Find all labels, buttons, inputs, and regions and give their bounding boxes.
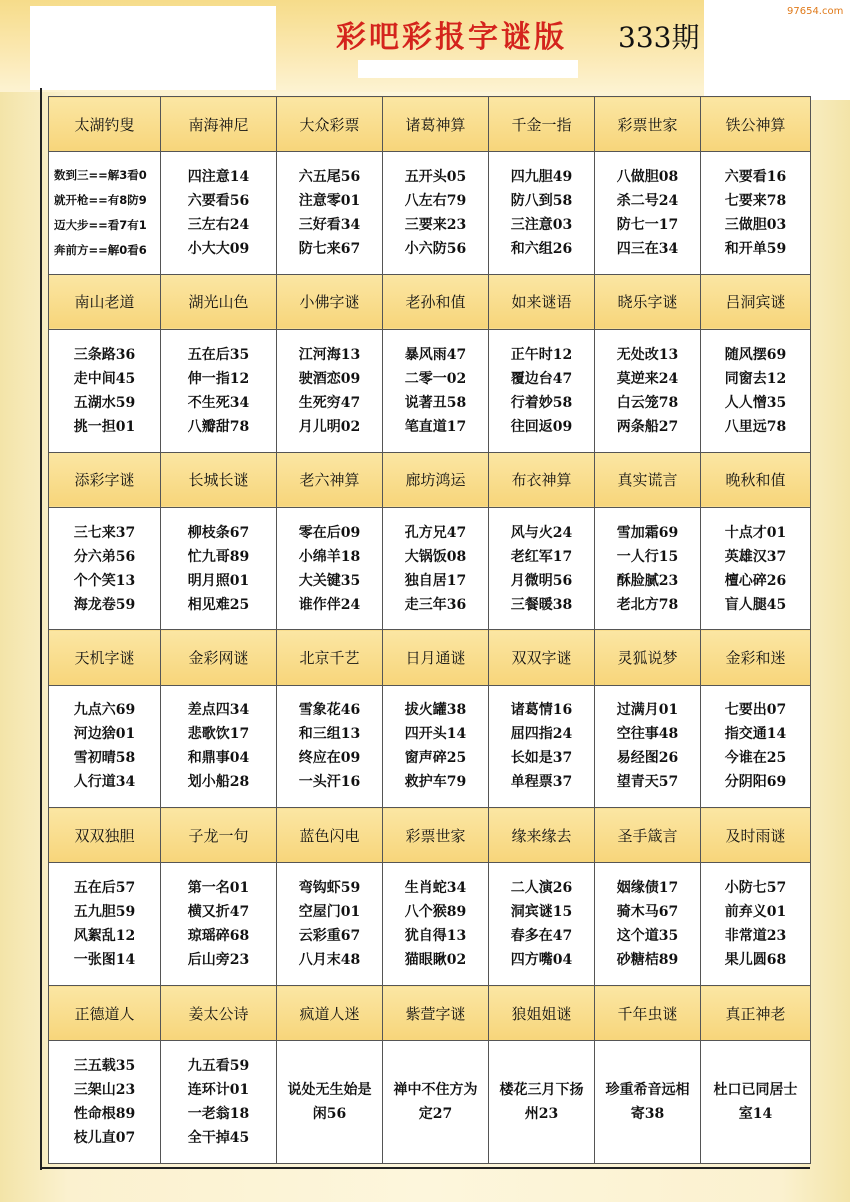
riddle-line: 注意零01 [298,192,361,209]
riddle-line: 柳枝条67 [187,524,250,541]
riddle-line: 老红军17 [510,548,573,565]
riddle-line: 定27 [418,1106,453,1123]
riddle-line: 室14 [738,1106,773,1123]
riddle-line: 四九胆49 [510,168,573,185]
riddle-line: 大锅饭08 [404,548,467,565]
riddle-cell [277,507,383,630]
riddle-cell [383,863,489,986]
riddle-cell [49,863,161,986]
riddle-line: 零在后09 [298,524,361,541]
riddle-line: 今谁在25 [724,750,787,767]
riddle-line: 个个笑13 [73,572,136,589]
content-row [49,507,811,630]
riddle-line: 过满月01 [616,702,679,719]
riddle-line: 三餐暖38 [510,596,573,613]
riddle-line: 八做胆08 [616,168,679,185]
riddle-line: 这个道35 [616,928,679,945]
riddle-line: 长如是37 [510,750,573,767]
riddle-line: 空屋门01 [298,904,361,921]
column-header: 千金一指 [489,97,595,152]
column-header: 紫萱字谜 [383,986,489,1041]
header-row [49,452,811,507]
riddle-line: 枝儿直07 [73,1130,136,1147]
left-border-line [40,88,42,1170]
column-header: 双双独胆 [49,808,161,863]
riddle-cell [595,507,701,630]
riddle-cell [383,329,489,452]
riddle-line: 弯钩虾59 [298,880,361,897]
riddle-line: 人人憎35 [724,394,787,411]
riddle-line: 说著丑58 [404,394,467,411]
riddle-line: 寄38 [630,1106,665,1123]
riddle-cell [383,152,489,275]
riddle-cell [489,1041,595,1164]
riddle-line: 河边猞01 [73,726,136,743]
header-row [49,630,811,685]
riddle-line: 三注意03 [510,216,573,233]
riddle-line: 数到三==解3看0 [54,167,147,182]
column-header: 湖光山色 [161,274,277,329]
riddle-line: 四三在34 [616,240,679,257]
header-row [49,97,811,152]
riddle-line: 前弃义01 [724,904,787,921]
riddle-line: 相见难25 [187,596,250,613]
blank-white-bar [358,60,578,78]
riddle-cell [701,507,811,630]
riddle-line: 说处无生始是 [287,1082,372,1099]
riddle-line: 二人演26 [510,880,573,897]
riddle-line: 三条路36 [73,346,136,363]
riddle-line: 英雄汉37 [724,548,787,565]
content-row [49,152,811,275]
column-header: 南海神尼 [161,97,277,152]
riddle-cell [49,685,161,808]
riddle-line: 五在后35 [187,346,250,363]
riddle-line: 姻缘债17 [616,880,679,897]
riddle-line: 六五尾56 [298,168,361,185]
riddle-line: 一头汗16 [298,774,361,791]
riddle-cell [161,507,277,630]
riddle-line: 迈大步==看7有1 [54,217,147,232]
riddle-cell [701,863,811,986]
riddle-line: 划小船28 [187,774,250,791]
riddle-line: 雪加霜69 [616,524,679,541]
riddle-line: 独自居17 [404,572,467,589]
riddle-line: 生死穷47 [298,394,361,411]
riddle-line: 五在后57 [73,880,136,897]
riddle-line: 杜口已同居士 [713,1082,798,1099]
riddle-cell [701,685,811,808]
content-row [49,329,811,452]
riddle-cell [595,1041,701,1164]
riddle-table-body [49,97,811,1164]
riddle-cell [489,507,595,630]
riddle-cell [383,507,489,630]
content-row [49,685,811,808]
riddle-cell [277,863,383,986]
riddle-line: 分阴阳69 [724,774,787,791]
riddle-line: 月微明56 [510,572,573,589]
riddle-cell [277,685,383,808]
riddle-line: 五开头05 [404,168,467,185]
riddle-line: 海龙卷59 [73,596,136,613]
riddle-line: 七要出07 [724,702,787,719]
riddle-line: 月儿明02 [298,418,361,435]
riddle-cell [277,152,383,275]
blank-white-block [30,6,276,90]
column-header: 廊坊鸿运 [383,452,489,507]
riddle-line: 八里远78 [724,418,787,435]
riddle-line: 屈四指24 [510,726,573,743]
riddle-cell [489,329,595,452]
column-header: 彩票世家 [383,808,489,863]
riddle-cell [383,1041,489,1164]
riddle-cell [701,329,811,452]
riddle-line: 横又折47 [187,904,250,921]
riddle-cell [595,863,701,986]
riddle-line: 四注意14 [187,168,250,185]
riddle-line: 不生死34 [187,394,250,411]
riddle-line: 珍重希音远相 [605,1082,690,1099]
riddle-line: 八瓣甜78 [187,418,250,435]
riddle-line: 大关键35 [298,572,361,589]
riddle-line: 九点六69 [73,702,136,719]
column-header: 姜太公诗 [161,986,277,1041]
column-header: 千年虫谜 [595,986,701,1041]
header-row [49,274,811,329]
column-header: 灵狐说梦 [595,630,701,685]
riddle-line: 和开单59 [724,240,787,257]
riddle-line: 行着妙58 [510,394,573,411]
riddle-line: 风与火24 [510,524,573,541]
riddle-line: 白云笼78 [616,394,679,411]
riddle-line: 走中间45 [73,370,136,387]
riddle-line: 江河海13 [298,346,361,363]
riddle-cell [49,507,161,630]
riddle-line: 一老翁18 [187,1106,250,1123]
riddle-line: 春多在47 [510,928,573,945]
riddle-line: 孔方兄47 [404,524,467,541]
column-header: 吕洞宾谜 [701,274,811,329]
riddle-cell [489,863,595,986]
column-header: 大众彩票 [277,97,383,152]
column-header: 北京千艺 [277,630,383,685]
riddle-line: 杀二号24 [616,192,679,209]
header-row [49,808,811,863]
riddle-line: 楼花三月下扬 [499,1082,584,1099]
riddle-cell [161,863,277,986]
riddle-line: 八左右79 [404,192,467,209]
riddle-cell [595,152,701,275]
riddle-line: 小防七57 [724,880,787,897]
riddle-cell [49,1041,161,1164]
column-header: 金彩网谜 [161,630,277,685]
content-row [49,863,811,986]
riddle-line: 全干掉45 [187,1130,250,1147]
riddle-line: 三做胆03 [724,216,787,233]
riddle-line: 四开头14 [404,726,467,743]
column-header: 添彩字谜 [49,452,161,507]
riddle-line: 连环计01 [187,1082,250,1099]
riddle-line: 忙九哥89 [187,548,250,565]
column-header: 子龙一句 [161,808,277,863]
column-header: 诸葛神算 [383,97,489,152]
column-header: 金彩和迷 [701,630,811,685]
riddle-line: 防七一17 [616,216,679,233]
riddle-line: 六要看56 [187,192,250,209]
riddle-cell [701,1041,811,1164]
riddle-cell [595,685,701,808]
column-header: 南山老道 [49,274,161,329]
column-header: 小佛字谜 [277,274,383,329]
riddle-cell [49,152,161,275]
riddle-line: 单程票37 [510,774,573,791]
header-row [49,986,811,1041]
riddle-line: 随风摆69 [724,346,787,363]
riddle-line: 盲人腿45 [724,596,787,613]
column-header: 蓝色闪电 [277,808,383,863]
riddle-line: 雪初晴58 [73,750,136,767]
riddle-line: 暴风雨47 [404,346,467,363]
riddle-line: 三左右24 [187,216,250,233]
riddle-cell [383,685,489,808]
riddle-line: 第一名01 [187,880,250,897]
riddle-cell [161,329,277,452]
column-header: 布衣神算 [489,452,595,507]
column-header: 日月通谜 [383,630,489,685]
riddle-line: 老北方78 [616,596,679,613]
riddle-table [48,96,811,1164]
riddle-line: 性命根89 [73,1106,136,1123]
riddle-cell [489,152,595,275]
riddle-line: 和鼎事04 [187,750,250,767]
riddle-line: 五九胆59 [73,904,136,921]
riddle-line: 拔火罐38 [404,702,467,719]
watermark: 97654.com [787,6,844,17]
riddle-cell [277,1041,383,1164]
riddle-line: 往回返09 [510,418,573,435]
column-header: 及时雨谜 [701,808,811,863]
riddle-line: 指交通14 [724,726,787,743]
riddle-line: 四方嘴04 [510,952,573,969]
riddle-cell [595,329,701,452]
riddle-line: 和六组26 [510,240,573,257]
riddle-line: 三架山23 [73,1082,136,1099]
riddle-line: 防八到58 [510,192,573,209]
riddle-line: 笔直道17 [404,418,467,435]
column-header: 老六神算 [277,452,383,507]
riddle-line: 闲56 [312,1106,347,1123]
bottom-border-line [40,1167,810,1169]
riddle-line: 正午时12 [510,346,573,363]
riddle-cell [161,685,277,808]
riddle-line: 生肖蛇34 [404,880,467,897]
riddle-line: 同窗去12 [724,370,787,387]
riddle-cell [701,152,811,275]
riddle-line: 无处改13 [616,346,679,363]
riddle-line: 六要看16 [724,168,787,185]
riddle-line: 终应在09 [298,750,361,767]
column-header: 彩票世家 [595,97,701,152]
riddle-line: 差点四34 [187,702,250,719]
riddle-line: 檀心碎26 [724,572,787,589]
riddle-line: 救护车79 [404,774,467,791]
riddle-line: 七要来78 [724,192,787,209]
riddle-line: 小六防56 [404,240,467,257]
riddle-line: 琼瑶碎68 [187,928,250,945]
riddle-line: 骑木马67 [616,904,679,921]
column-header: 老孙和值 [383,274,489,329]
riddle-line: 驶酒恋09 [298,370,361,387]
riddle-line: 禅中不住方为 [393,1082,478,1099]
column-header: 真实谎言 [595,452,701,507]
riddle-line: 十点才01 [724,524,787,541]
riddle-line: 酥脸腻23 [616,572,679,589]
riddle-line: 易经图26 [616,750,679,767]
riddle-line: 诸葛情16 [510,702,573,719]
column-header: 长城长谜 [161,452,277,507]
riddle-line: 望青天57 [616,774,679,791]
riddle-line: 覆边台47 [510,370,573,387]
riddle-cell [161,152,277,275]
riddle-line: 莫逆来24 [616,370,679,387]
riddle-line: 一人行15 [616,548,679,565]
riddle-line: 防七来67 [298,240,361,257]
riddle-line: 八个猴89 [404,904,467,921]
riddle-line: 小绵羊18 [298,548,361,565]
column-header: 真正神老 [701,986,811,1041]
riddle-line: 三五载35 [73,1058,136,1075]
riddle-line: 挑一担01 [73,418,136,435]
riddle-line: 空往事48 [616,726,679,743]
column-header: 天机字谜 [49,630,161,685]
riddle-line: 云彩重67 [298,928,361,945]
riddle-line: 人行道34 [73,774,136,791]
riddle-line: 犹自得13 [404,928,467,945]
issue-number: 333期 [618,21,700,54]
column-header: 如来谜语 [489,274,595,329]
riddle-line: 悲歌饮17 [187,726,250,743]
riddle-line: 九五看59 [187,1058,250,1075]
column-header: 晓乐字谜 [595,274,701,329]
riddle-line: 小大大09 [187,240,250,257]
riddle-line: 走三年36 [404,596,467,613]
riddle-cell [489,685,595,808]
riddle-line: 猫眼瞅02 [404,952,467,969]
riddle-line: 非常道23 [724,928,787,945]
riddle-line: 果儿圆68 [724,952,787,969]
riddle-line: 八月末48 [298,952,361,969]
riddle-line: 砂糖桔89 [616,952,679,969]
riddle-line: 雪象花46 [298,702,361,719]
riddle-line: 洞宾谜15 [510,904,573,921]
column-header: 缘来缘去 [489,808,595,863]
page-title: 彩吧彩报字谜版 [336,20,567,55]
riddle-line: 三好看34 [298,216,361,233]
riddle-line: 风絮乱12 [73,928,136,945]
riddle-line: 后山旁23 [187,952,250,969]
riddle-line: 三七来37 [73,524,136,541]
riddle-line: 三要来23 [404,216,467,233]
column-header: 晚秋和值 [701,452,811,507]
content-row [49,1041,811,1164]
column-header: 疯道人迷 [277,986,383,1041]
riddle-line: 分六弟56 [73,548,136,565]
riddle-line: 谁作伴24 [298,596,361,613]
riddle-cell [161,1041,277,1164]
riddle-line: 窗声碎25 [404,750,467,767]
riddle-line: 五湖水59 [73,394,136,411]
column-header: 铁公神算 [701,97,811,152]
column-header: 狼姐姐谜 [489,986,595,1041]
column-header: 正德道人 [49,986,161,1041]
riddle-line: 和三组13 [298,726,361,743]
column-header: 双双字谜 [489,630,595,685]
riddle-line: 二零一02 [404,370,467,387]
column-header: 太湖钓叟 [49,97,161,152]
riddle-line: 一张图14 [73,952,136,969]
riddle-line: 两条船27 [616,418,679,435]
riddle-cell [277,329,383,452]
riddle-line: 就开枪==有8防9 [54,192,147,207]
riddle-cell [49,329,161,452]
column-header: 圣手箴言 [595,808,701,863]
riddle-line: 州23 [524,1106,559,1123]
riddle-line: 奔前方==解0看6 [54,242,147,257]
riddle-line: 伸一指12 [187,370,250,387]
riddle-line: 明月照01 [187,572,250,589]
